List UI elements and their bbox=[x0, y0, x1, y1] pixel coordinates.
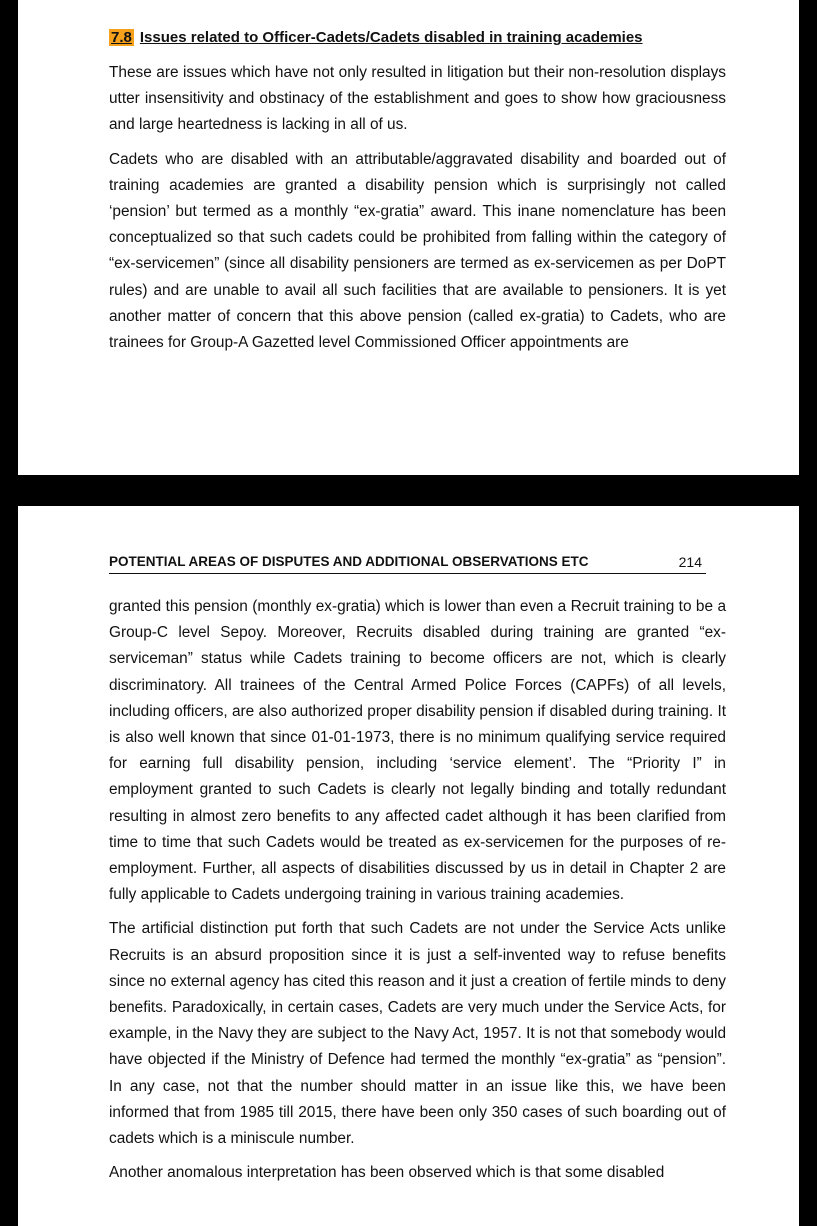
section-title: Issues related to Officer-Cadets/Cadets disabled in training academies bbox=[139, 29, 643, 46]
section-heading bbox=[109, 28, 726, 48]
page-body bbox=[109, 28, 726, 364]
running-header bbox=[109, 552, 706, 574]
document-page-lower bbox=[18, 506, 799, 1226]
page-number: 214 bbox=[678, 554, 702, 570]
paragraph: granted this pension (monthly ex-gratia) which is lower than even a Recruit training to be a Group-C level Sepoy. Moreover, Recruits disabled during training are granted “ex-serviceman” status while Cadets training to become officers are not, which is clearly discriminatory. All trainees of the Central Armed Police Forces (CAPFs) of all levels, including officers, are also authorized proper disability pension if disabled during training. It is also well known that since 01-01-1973, there is no minimum qualifying service required for earning full disability pension, including ‘service element’. The “Priority I” in employment granted to such Cadets is clearly not legally binding and totally redundant resulting in almost zero benefits to any affected cadet although it has been clarified from time to time that such Cadets would be treated as ex-servicemen for the purposes of re-employment. Further, all aspects of disabilities discussed by us in detail in Chapter 2 are fully applicable to Cadets undergoing training in various training academies. bbox=[109, 598, 726, 904]
document-page-upper bbox=[18, 0, 799, 475]
paragraph: The artificial distinction put forth that such Cadets are not under the Service Acts unlike Recruits is an absurd proposition since it is just a self-invented way to refuse benefits since no external agency has cited this reason and it just a creation of fertile minds to deny benefits. Paradoxically, in certain cases, Cadets are very much under the Service Acts, for example, in the Navy they are subject to the Navy Act, 1957. It is not that somebody would have objected if the Ministry of Defence had termed the monthly “ex-gratia” as “pension”. In any case, not that the number should matter in an issue like this, we have been informed that from 1985 till 2015, there have been only 350 cases of such boarding out of cadets which is a miniscule number. bbox=[109, 920, 726, 1148]
page-body bbox=[109, 594, 726, 1194]
section-number: 7.8 bbox=[111, 29, 132, 46]
running-head-title: POTENTIAL AREAS OF DISPUTES AND ADDITIONAL OBSERVATIONS ETC bbox=[109, 554, 589, 569]
paragraph: Cadets who are disabled with an attributable/aggravated disability and boarded out of training academies are granted a disability pension which is surprisingly not called ‘pension’ but termed as a monthly “ex-gratia” award. This inane nomenclature has been conceptualized so that such cadets could be prohibited from falling within the category of “ex-servicemen” (since all disability pensioners are termed as ex-servicemen as per DoPT rules) and are unable to avail all such facilities that are available to pensioners. It is yet another matter of concern that this above pension (called ex-gratia) to Cadets, who are trainees for Group-A Gazetted level Commissioned Officer appointments are bbox=[109, 150, 726, 352]
paragraph: These are issues which have not only resulted in litigation but their non-resolution displays utter insensitivity and obstinacy of the establishment and goes to show how graciousness and large heartedness is lacking in all of us. bbox=[109, 64, 726, 134]
paragraph: Another anomalous interpretation has been observed which is that some disabled bbox=[109, 1164, 665, 1182]
